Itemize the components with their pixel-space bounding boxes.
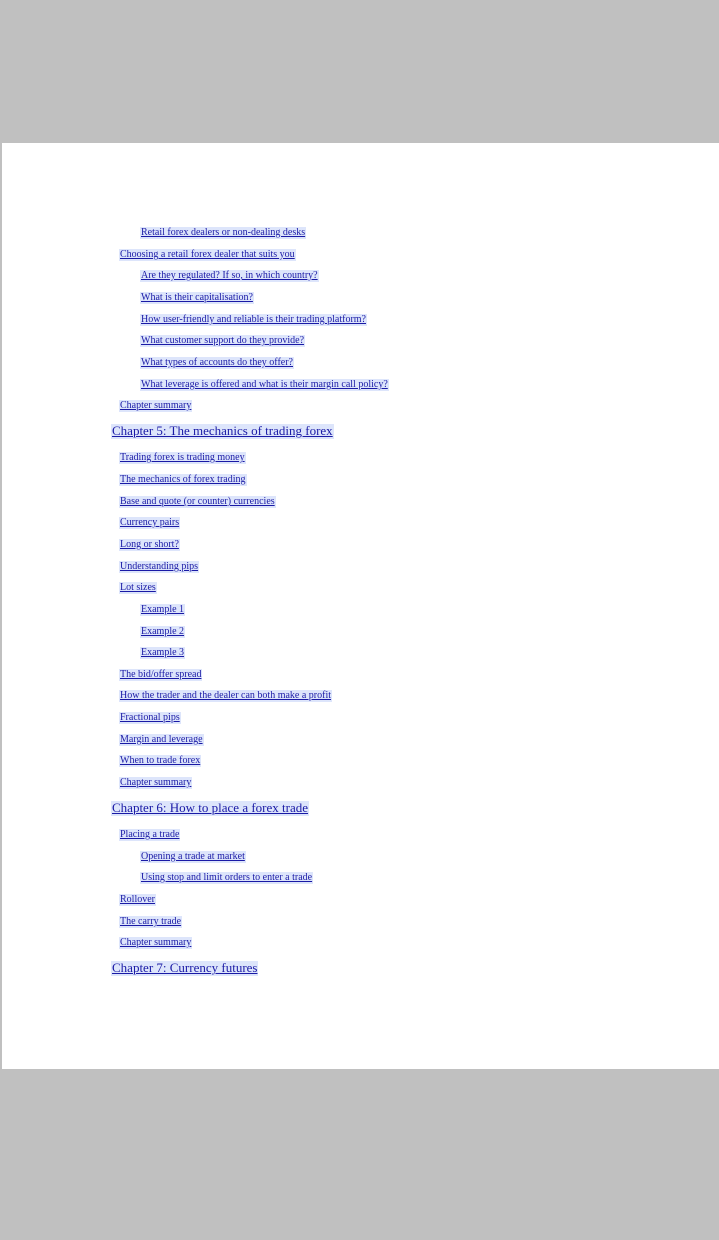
table-of-contents [2,143,719,1069]
toc-link-chapter-5[interactable]: Chapter 5: The mechanics of trading forex [112,423,333,438]
toc-link-regulated[interactable]: Are they regulated? If so, in which country? [141,270,318,281]
toc-link-example-2[interactable]: Example 2 [141,626,185,637]
toc-link-lot-sizes[interactable]: Lot sizes [120,582,156,593]
toc-link-capitalisation[interactable]: What is their capitalisation? [141,292,253,303]
toc-link-chapter-6-summary[interactable]: Chapter summary [120,937,192,948]
toc-link-chapter-5-summary[interactable]: Chapter summary [120,777,192,788]
toc-link-leverage-margin-call[interactable]: What leverage is offered and what is their margin call policy? [141,379,388,390]
toc-link-trading-money[interactable]: Trading forex is trading money [120,452,245,463]
toc-link-mechanics[interactable]: The mechanics of forex trading [120,474,246,485]
toc-link-bid-offer-spread[interactable]: The bid/offer spread [120,669,202,680]
toc-link-both-profit[interactable]: How the trader and the dealer can both make a profit [120,690,332,701]
document-page [2,143,719,1069]
toc-link-when-to-trade[interactable]: When to trade forex [120,755,201,766]
toc-link-example-3[interactable]: Example 3 [141,647,185,658]
toc-link-chapter-7[interactable]: Chapter 7: Currency futures [112,960,258,975]
toc-link-rollover[interactable]: Rollover [120,894,155,905]
toc-link-trading-platform[interactable]: How user-friendly and reliable is their trading platform? [141,314,366,325]
toc-link-choosing-dealer[interactable]: Choosing a retail forex dealer that suits you [120,249,295,260]
toc-link-placing-trade[interactable]: Placing a trade [120,829,180,840]
toc-link-customer-support[interactable]: What customer support do they provide? [141,335,305,346]
toc-link-account-types[interactable]: What types of accounts do they offer? [141,357,293,368]
toc-link-understanding-pips[interactable]: Understanding pips [120,561,199,572]
toc-link-margin-leverage[interactable]: Margin and leverage [120,734,203,745]
toc-link-chapter-4-summary[interactable]: Chapter summary [120,400,192,411]
toc-link-example-1[interactable]: Example 1 [141,604,185,615]
toc-link-currency-pairs[interactable]: Currency pairs [120,517,180,528]
toc-link-retail-forex-dealers[interactable]: Retail forex dealers or non-dealing desks [141,227,306,238]
toc-link-long-short[interactable]: Long or short? [120,539,179,550]
toc-link-base-quote[interactable]: Base and quote (or counter) currencies [120,496,275,507]
toc-link-stop-limit-orders[interactable]: Using stop and limit orders to enter a trade [141,872,313,883]
toc-link-carry-trade[interactable]: The carry trade [120,916,182,927]
toc-link-opening-at-market[interactable]: Opening a trade at market [141,851,245,862]
toc-link-chapter-6[interactable]: Chapter 6: How to place a forex trade [112,800,309,815]
toc-link-fractional-pips[interactable]: Fractional pips [120,712,180,723]
